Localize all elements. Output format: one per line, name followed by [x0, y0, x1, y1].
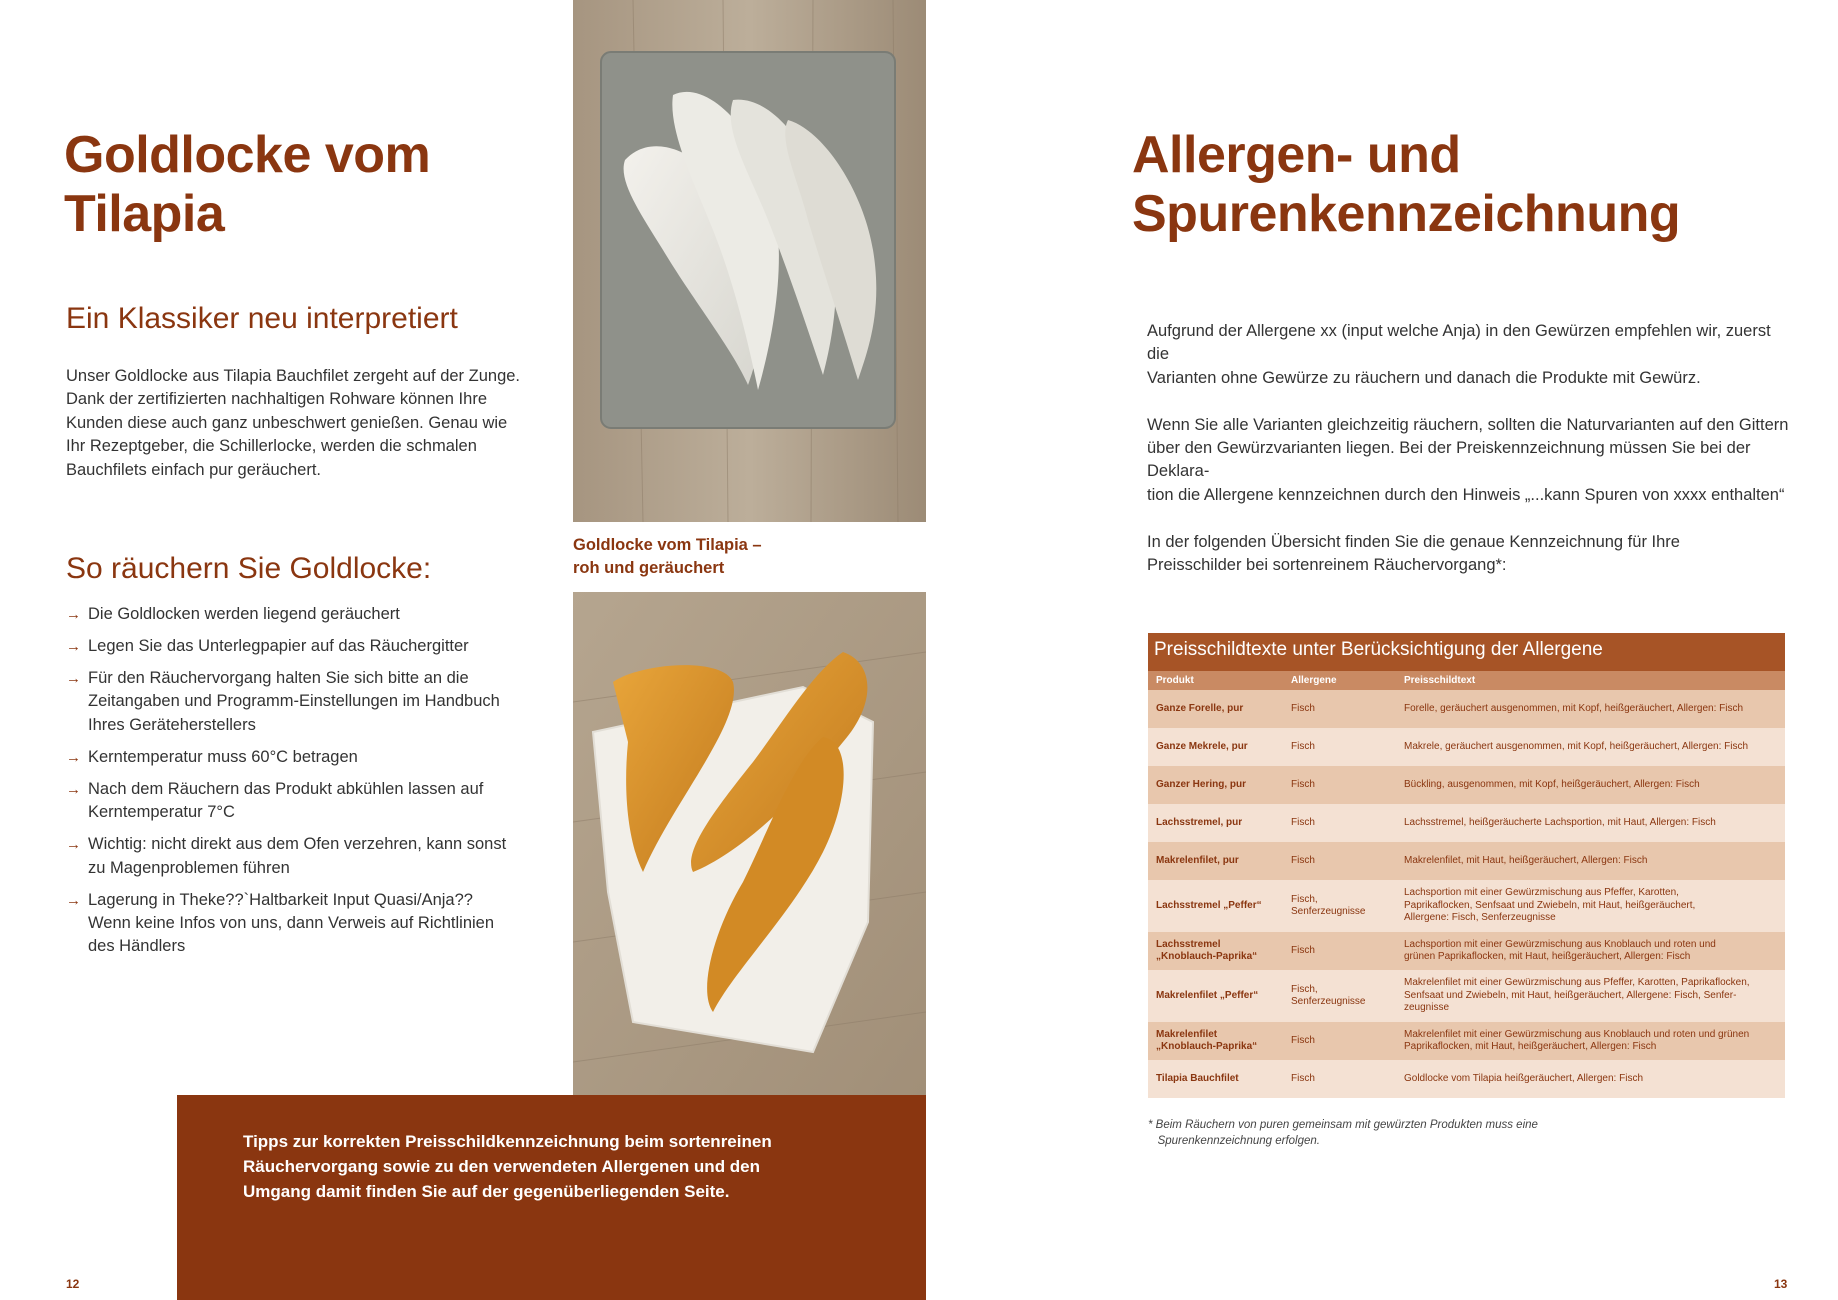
- step-text-line: Wichtig: nicht direkt aus dem Ofen verzehren, kann sonst: [88, 835, 507, 854]
- smoking-step-item: [66, 746, 526, 769]
- cell-line: Fisch: [1291, 778, 1315, 790]
- arrow-right-icon: →: [66, 891, 81, 909]
- cell-line: Lachsstremel: [1156, 938, 1221, 950]
- cell-line: Forelle, geräuchert ausgenommen, mit Kopf, heißgeräuchert, Allergen: Fisch: [1404, 702, 1744, 714]
- footnote-line: Spurenkennzeichnung erfolgen.: [1148, 1134, 1320, 1147]
- cell-line: Fisch: [1291, 740, 1315, 752]
- table-body: [1148, 690, 1785, 1098]
- title-line: Goldlocke vom: [64, 126, 431, 184]
- allergen-cell: [1286, 945, 1399, 958]
- smoking-step-item: [66, 603, 526, 626]
- allergen-cell: [1286, 1073, 1399, 1086]
- smoking-subtitle: So räuchern Sie Goldlocke:: [66, 552, 432, 585]
- cell-line: Fisch,: [1291, 893, 1318, 905]
- cell-line: Makrelenfilet, mit Haut, heißgeräuchert, Allergen: Fisch: [1404, 854, 1648, 866]
- paragraph-line: Wenn Sie alle Varianten gleichzeitig räuchern, sollten die Naturvarianten auf den Gittern: [1147, 415, 1789, 434]
- tip-line: Umgang damit finden Sie auf der gegenüberliegenden Seite.: [243, 1182, 730, 1201]
- product-cell: [1148, 703, 1286, 716]
- table-row: [1148, 804, 1785, 842]
- step-text-line: Zeitangaben und Programm-Einstellungen im Handbuch: [88, 692, 500, 711]
- step-text-line: Wenn keine Infos von uns, dann Verweis auf Richtlinien: [88, 914, 495, 933]
- cell-line: „Knoblauch-Paprika“: [1156, 951, 1258, 962]
- right-page-title: [1132, 126, 1680, 244]
- label-text-cell: [1399, 939, 1785, 964]
- allergen-cell: [1286, 855, 1399, 868]
- allergen-cell: [1286, 817, 1399, 830]
- cell-line: Ganze Mekrele, pur: [1156, 740, 1248, 752]
- arrow-right-icon: →: [66, 670, 81, 687]
- arrow-right-icon: →: [66, 836, 81, 854]
- paragraph-line: Varianten ohne Gewürze zu räuchern und danach die Produkte mit Gewürz.: [1147, 368, 1701, 387]
- intro-subtitle: Ein Klassiker neu interpretiert: [66, 302, 458, 335]
- page-number-right: 13: [1774, 1277, 1788, 1291]
- cell-line: Bückling, ausgenommen, mit Kopf, heißgeräuchert, Allergen: Fisch: [1404, 778, 1700, 790]
- cell-line: Ganzer Hering, pur: [1156, 778, 1247, 790]
- cell-line: Makrelenfilet mit einer Gewürzmischung aus Pfeffer, Karotten, Paprikaflocken,: [1404, 977, 1750, 989]
- cell-line: Makrelenfilet mit einer Gewürzmischung aus Knoblauch und roten und grünen: [1404, 1028, 1750, 1040]
- cell-line: Lachsstremel, heißgeräucherte Lachsportion, mit Haut, Allergen: Fisch: [1404, 816, 1716, 828]
- intro-line: Kunden diese auch ganz unbeschwert genießen. Genau wie: [66, 413, 508, 432]
- footnote: [1148, 1118, 1748, 1149]
- cell-line: Fisch: [1291, 702, 1315, 714]
- smoking-steps-list: [66, 603, 526, 967]
- allergen-text: [1147, 320, 1797, 601]
- cell-line: Allergene: Fisch, Senferzeugnisse: [1404, 912, 1556, 924]
- product-cell: [1148, 939, 1286, 964]
- label-text-cell: [1399, 887, 1785, 925]
- table-row: [1148, 932, 1785, 970]
- product-cell: [1148, 741, 1286, 754]
- intro-line: Unser Goldlocke aus Tilapia Bauchfilet zergeht auf der Zunge.: [66, 367, 521, 385]
- step-text-line: Die Goldlocken werden liegend geräuchert: [88, 605, 400, 623]
- arrow-right-icon: →: [66, 748, 81, 766]
- allergen-cell: [1286, 894, 1399, 919]
- label-text-cell: [1399, 1029, 1785, 1054]
- allergen-cell: [1286, 703, 1399, 716]
- label-text-cell: [1399, 1073, 1785, 1086]
- product-cell: [1148, 900, 1286, 913]
- table-row: [1148, 880, 1785, 932]
- cell-line: Fisch: [1291, 854, 1315, 866]
- product-cell: [1148, 779, 1286, 792]
- cell-line: Ganze Forelle, pur: [1156, 702, 1244, 714]
- table-header-row: [1148, 671, 1785, 690]
- page-number-left: 12: [66, 1277, 80, 1291]
- step-text-line: Kerntemperatur 7°C: [88, 803, 235, 822]
- intro-line: Ihr Rezeptgeber, die Schillerlocke, werden die schmalen: [66, 437, 477, 456]
- cell-line: Fisch: [1291, 816, 1315, 828]
- column-header-produkt: Produkt: [1156, 675, 1194, 686]
- label-text-cell: [1399, 855, 1785, 868]
- cell-line: grünen Paprikaflocken, mit Haut, heißgeräuchert, Allergen: Fisch: [1404, 951, 1691, 962]
- cell-line: Makrelenfilet: [1156, 1028, 1218, 1040]
- cell-line: Lachsportion mit einer Gewürzmischung aus Knoblauch und roten und: [1404, 938, 1716, 950]
- step-text-line: zu Magenproblemen führen: [88, 858, 290, 877]
- label-text-cell: [1399, 977, 1785, 1015]
- cell-line: zeugnisse: [1404, 1002, 1450, 1014]
- cell-line: Paprikaflocken, Senfsaat und Zwiebeln, mit Haut, heißgeräuchert,: [1404, 899, 1696, 911]
- allergen-paragraph: [1147, 531, 1797, 578]
- paragraph-line: In der folgenden Übersicht finden Sie die genaue Kennzeichnung für Ihre: [1147, 532, 1680, 551]
- allergen-paragraph: [1147, 320, 1797, 390]
- step-text-line: Legen Sie das Unterlegpapier auf das Räuchergitter: [88, 637, 469, 655]
- cell-line: Makrele, geräuchert ausgenommen, mit Kopf, heißgeräuchert, Allergen: Fisch: [1404, 740, 1749, 752]
- product-cell: [1148, 817, 1286, 830]
- allergen-cell: [1286, 741, 1399, 754]
- allergen-cell: [1286, 1035, 1399, 1048]
- caption-line: roh und geräuchert: [573, 559, 725, 577]
- cell-line: Fisch: [1291, 944, 1315, 956]
- table-row: [1148, 690, 1785, 728]
- table-row: [1148, 1022, 1785, 1060]
- smoking-step-item: [66, 635, 526, 658]
- cell-line: Senferzeugnisse: [1291, 996, 1366, 1007]
- paragraph-line: tion die Allergene kennzeichnen durch den Hinweis „...kann Spuren von xxxx enthalten“: [1147, 485, 1785, 504]
- table-row: [1148, 766, 1785, 804]
- step-text-line: Ihres Geräteherstellers: [88, 715, 256, 734]
- cell-line: Lachsstremel, pur: [1156, 816, 1243, 828]
- cell-line: Makrelenfilet „Peffer“: [1156, 989, 1259, 1001]
- allergen-cell: [1286, 779, 1399, 792]
- arrow-right-icon: →: [66, 638, 81, 655]
- tip-text-block: [243, 1129, 903, 1204]
- smoked-fillets-photo: [573, 592, 926, 1095]
- label-text-cell: [1399, 703, 1785, 716]
- table-row: [1148, 842, 1785, 880]
- cell-line: Lachsportion mit einer Gewürzmischung aus Pfeffer, Karotten,: [1404, 887, 1679, 899]
- allergen-paragraph: [1147, 414, 1797, 508]
- smoking-step-item: [66, 889, 526, 959]
- step-text-line: Lagerung in Theke??`Haltbarkeit Input Quasi/Anja??: [88, 890, 473, 909]
- step-text-line: Nach dem Räuchern das Produkt abkühlen lassen auf: [88, 779, 484, 798]
- cell-line: Fisch: [1291, 1034, 1315, 1046]
- allergen-cell: [1286, 984, 1399, 1009]
- product-cell: [1148, 1073, 1286, 1086]
- cell-line: „Knoblauch-Paprika“: [1156, 1041, 1258, 1052]
- smoking-step-item: [66, 667, 526, 737]
- title-line: Tilapia: [64, 185, 225, 243]
- tip-line: Tipps zur korrekten Preisschildkennzeichnung beim sortenreinen: [243, 1132, 772, 1151]
- product-cell: [1148, 855, 1286, 868]
- table-title: Preisschildtexte unter Berücksichtigung der Allergene: [1148, 633, 1785, 671]
- arrow-right-icon: →: [66, 606, 81, 623]
- smoked-fillets-image: [573, 592, 926, 1095]
- smoking-step-item: [66, 778, 526, 825]
- footnote-line: * Beim Räuchern von puren gemeinsam mit gewürzten Produkten muss eine: [1148, 1119, 1538, 1131]
- cell-line: Paprikaflocken, mit Haut, heißgeräuchert, Allergen: Fisch: [1404, 1041, 1657, 1052]
- label-text-cell: [1399, 741, 1785, 754]
- cell-line: Makrelenfilet, pur: [1156, 854, 1239, 866]
- intro-paragraph: [66, 365, 536, 482]
- caption-line: Goldlocke vom Tilapia –: [573, 536, 762, 554]
- title-line: Allergen- und: [1132, 126, 1461, 184]
- cell-line: Fisch,: [1291, 983, 1318, 995]
- table-row: [1148, 728, 1785, 766]
- label-text-cell: [1399, 779, 1785, 792]
- step-text-line: des Händlers: [88, 937, 186, 956]
- cell-line: Senfsaat und Zwiebeln, mit Haut, heißgeräuchert, Allergene: Fisch, Senfer-: [1404, 989, 1737, 1001]
- step-text-line: Für den Räuchervorgang halten Sie sich bitte an die: [88, 669, 469, 687]
- product-cell: [1148, 990, 1286, 1003]
- paragraph-line: Aufgrund der Allergene xx (input welche Anja) in den Gewürzen empfehlen wir, zuerst die: [1147, 322, 1771, 364]
- column-header-preisschildtext: Preisschildtext: [1404, 675, 1476, 686]
- intro-line: Bauchfilets einfach pur geräuchert.: [66, 460, 321, 479]
- title-line: Spurenkennzeichnung: [1132, 185, 1681, 243]
- paragraph-line: über den Gewürzvarianten liegen. Bei der Preiskennzeichnung müssen Sie bei der Deklara-: [1147, 439, 1751, 481]
- product-cell: [1148, 1029, 1286, 1054]
- cell-line: Goldlocke vom Tilapia heißgeräuchert, Allergen: Fisch: [1404, 1072, 1644, 1084]
- raw-fillets-photo: [573, 0, 926, 522]
- intro-line: Dank der zertifizierten nachhaltigen Rohware können Ihre: [66, 390, 487, 409]
- cell-line: Fisch: [1291, 1072, 1315, 1084]
- left-page-title: [64, 126, 430, 244]
- tip-box: [177, 1095, 926, 1300]
- step-text-line: Kerntemperatur muss 60°C betragen: [88, 747, 358, 766]
- cell-line: Lachsstremel „Peffer“: [1156, 899, 1262, 911]
- column-header-allergene: Allergene: [1291, 675, 1337, 686]
- tip-line: Räuchervorgang sowie zu den verwendeten Allergenen und den: [243, 1157, 761, 1176]
- smoking-step-item: [66, 833, 526, 880]
- photo-caption: [573, 534, 933, 580]
- cell-line: Tilapia Bauchfilet: [1156, 1072, 1239, 1084]
- table-row: [1148, 970, 1785, 1022]
- table-row: [1148, 1060, 1785, 1098]
- raw-fillets-image: [573, 0, 926, 522]
- label-text-cell: [1399, 817, 1785, 830]
- paragraph-line: Preisschilder bei sortenreinem Räuchervorgang*:: [1147, 556, 1507, 575]
- allergen-table: [1148, 633, 1785, 1098]
- arrow-right-icon: →: [66, 780, 81, 798]
- cell-line: Senferzeugnisse: [1291, 906, 1366, 917]
